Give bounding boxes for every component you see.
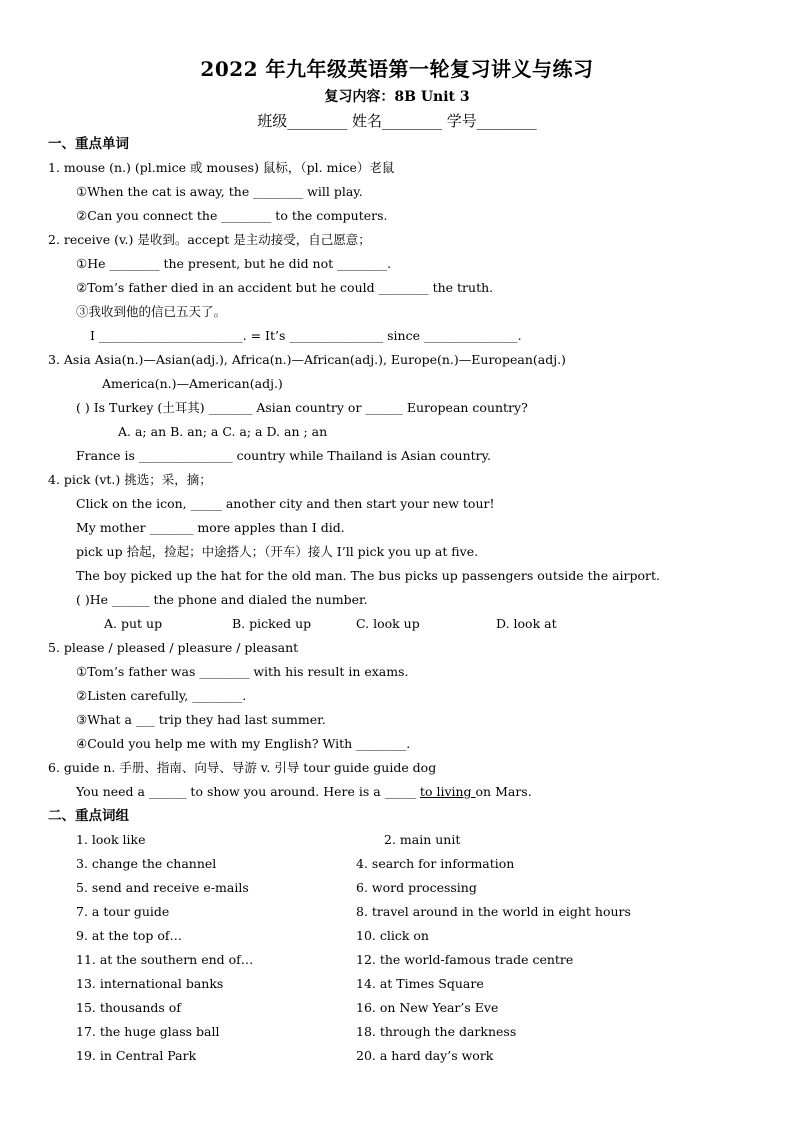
guide-q1-underlined: to living xyxy=(419,784,476,799)
item-please: 5. please / pleased / pleasure / pleasant xyxy=(48,640,299,655)
receive-q2: ②Tom’s father died in an accident but he could ________ the truth. xyxy=(76,280,494,295)
section2-heading: 二、重点词组 xyxy=(48,808,129,824)
asia-q1: ( ) Is Turkey (土耳其) _______ Asian country or ______ European country? xyxy=(76,400,528,415)
phrase-9: 9. at the top of… xyxy=(76,928,182,943)
pick-q3-option-b: B. picked up xyxy=(232,616,312,631)
phrase-3: 3. change the channel xyxy=(76,856,217,871)
phrase-13: 13. international banks xyxy=(76,976,224,991)
phrase-18: 18. through the darkness xyxy=(356,1024,517,1039)
pick-q3-option-d: D. look at xyxy=(496,616,557,631)
phrase-10: 10. click on xyxy=(356,928,429,943)
item-mouse: 1. mouse (n.) (pl.mice 或 mouses) 鼠标，（pl. mice）老鼠 xyxy=(48,160,395,175)
please-q3: ③What a ___ trip they had last summer. xyxy=(76,712,326,727)
receive-q3-blanks: I _______________________. = It’s _______________ since _______________. xyxy=(90,328,522,343)
pick-q3-option-a: A. put up xyxy=(104,616,163,631)
page-subtitle: 复习内容：8B Unit 3 xyxy=(324,89,470,105)
pick-q3: ( )He ______ the phone and dialed the number. xyxy=(76,592,368,607)
phrase-11: 11. at the southern end of… xyxy=(76,952,254,967)
phrase-2: 2. main unit xyxy=(384,832,461,847)
receive-q1: ①He ________ the present, but he did not ________. xyxy=(76,256,392,271)
section1-heading: 一、重点单词 xyxy=(48,136,129,152)
receive-q3: ③我收到他的信已五天了。 xyxy=(76,304,227,319)
phrase-4: 4. search for information xyxy=(356,856,515,871)
please-q1: ①Tom’s father was ________ with his result in exams. xyxy=(76,664,409,679)
item-asia: 3. Asia Asia(n.)—Asian(adj.), Africa(n.)—African(adj.), Europe(n.)—European(adj.) xyxy=(48,352,566,367)
pick-q2: My mother _______ more apples than I did. xyxy=(76,520,345,535)
asia-q1-options: A. a; an B. an; a C. a; a D. an ; an xyxy=(118,424,328,439)
pick-up-examples: The boy picked up the hat for the old man. The bus picks up passengers outside the airport. xyxy=(76,568,661,583)
phrase-5: 5. send and receive e-mails xyxy=(76,880,249,895)
phrase-20: 20. a hard day’s work xyxy=(356,1048,494,1063)
item-pick: 4. pick (vt.) 挑选；采，摘； xyxy=(48,472,212,487)
phrase-17: 17. the huge glass ball xyxy=(76,1024,220,1039)
phrase-14: 14. at Times Square xyxy=(356,976,484,991)
please-q4: ④Could you help me with my English? With ________. xyxy=(76,736,411,751)
phrase-12: 12. the world-famous trade centre xyxy=(356,952,574,967)
pick-q3-option-c: C. look up xyxy=(356,616,420,631)
asia-q2: France is _______________ country while Thailand is Asian country. xyxy=(76,448,492,463)
pick-q1: Click on the icon, _____ another city and then start your new tour! xyxy=(76,496,495,511)
phrase-15: 15. thousands of xyxy=(76,1000,181,1015)
guide-q1 xyxy=(76,784,532,800)
pick-up-meaning: pick up 拾起，捡起；中途搭人；（开车）接人 I’ll pick you up at five. xyxy=(76,544,479,559)
please-q2: ②Listen carefully, ________. xyxy=(76,688,247,703)
phrase-19: 19. in Central Park xyxy=(76,1048,197,1063)
phrase-1: 1. look like xyxy=(76,832,146,847)
mouse-q1: ①When the cat is away, the ________ will play. xyxy=(76,184,363,199)
phrase-16: 16. on New Year’s Eve xyxy=(356,1000,499,1015)
phrase-6: 6. word processing xyxy=(356,880,477,895)
guide-q1-text: You need a ______ to show you around. Here is a _____ xyxy=(76,784,420,799)
guide-q1-end: on Mars. xyxy=(475,784,532,799)
phrase-8: 8. travel around in the world in eight hours xyxy=(356,904,631,919)
item-receive: 2. receive (v.) 是收到。accept 是主动接受，自己愿意； xyxy=(48,232,371,247)
phrase-7: 7. a tour guide xyxy=(76,904,170,919)
item-guide: 6. guide n. 手册、指南、向导、导游 v. 引导 tour guide guide dog xyxy=(48,760,437,775)
student-info-line: 班级________ 姓名________ 学号________ xyxy=(257,112,537,130)
mouse-q2: ②Can you connect the ________ to the computers. xyxy=(76,208,388,223)
asia-america: America(n.)—American(adj.) xyxy=(102,376,283,391)
page-title: 2022 年九年级英语第一轮复习讲义与练习 xyxy=(200,57,594,81)
